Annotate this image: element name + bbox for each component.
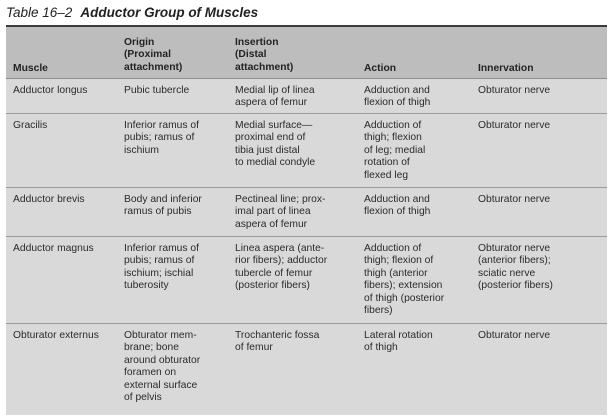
table-row	[6, 114, 607, 187]
cell-muscle: Gracilis	[13, 120, 48, 131]
cell-insertion: Pectineal line; prox- imal part of linea aspera of femur	[235, 194, 326, 230]
cell-muscle: Adductor magnus	[13, 243, 94, 254]
table-title: Adductor Group of Muscles	[80, 5, 259, 20]
cell-insertion: Trochanteric fossa of femur	[235, 330, 320, 354]
table-row	[6, 188, 607, 236]
header-muscle: Muscle	[13, 63, 48, 74]
cell-muscle: Adductor brevis	[13, 194, 85, 205]
cell-insertion: Medial surface— proximal end of tibia just distal to medial condyle	[235, 120, 316, 169]
cell-insertion: Medial lip of linea aspera of femur	[235, 85, 315, 109]
cell-action: Adduction and flexion of thigh	[364, 85, 431, 109]
cell-origin: Obturator mem- brane; bone around obturator foramen on external surface of pelvis	[124, 330, 201, 404]
table-row	[6, 237, 607, 323]
muscle-table	[6, 27, 607, 415]
cell-muscle: Obturator externus	[13, 330, 99, 341]
cell-innervation: Obturator nerve	[478, 85, 551, 96]
cell-origin: Body and inferior ramus of pubis	[124, 194, 202, 218]
cell-innervation: Obturator nerve	[478, 120, 551, 131]
cell-innervation: Obturator nerve	[478, 330, 551, 341]
cell-action: Lateral rotation of thigh	[364, 330, 433, 354]
header-insertion: Insertion (Distal attachment)	[235, 37, 294, 73]
table-row	[6, 79, 607, 113]
cell-origin: Inferior ramus of pubis; ramus of ischium	[124, 120, 199, 156]
cell-action: Adduction and flexion of thigh	[364, 194, 431, 218]
header-action: Action	[364, 63, 397, 74]
cell-origin: Inferior ramus of pubis; ramus of ischium; ischial tuberosity	[124, 243, 199, 292]
cell-action: Adduction of thigh; flexion of thigh (anterior fibers); extension of thigh (posterior fibers)	[364, 243, 445, 317]
cell-action: Adduction of thigh; flexion of leg; medial rotation of flexed leg	[364, 120, 426, 181]
cell-origin: Pubic tubercle	[124, 85, 190, 96]
cell-muscle: Adductor longus	[13, 85, 88, 96]
table-row	[6, 324, 607, 415]
table-caption	[6, 5, 258, 20]
cell-innervation: Obturator nerve (anterior fibers); sciatic nerve (posterior fibers)	[478, 243, 553, 292]
table-number: Table 16–2	[6, 5, 73, 20]
table-header-row	[6, 27, 607, 79]
header-origin: Origin (Proximal attachment)	[124, 37, 183, 73]
header-innervation: Innervation	[478, 63, 534, 74]
cell-innervation: Obturator nerve	[478, 194, 551, 205]
cell-insertion: Linea aspera (ante- rior fibers); adductor tubercle of femur (posterior fibers)	[235, 243, 328, 292]
